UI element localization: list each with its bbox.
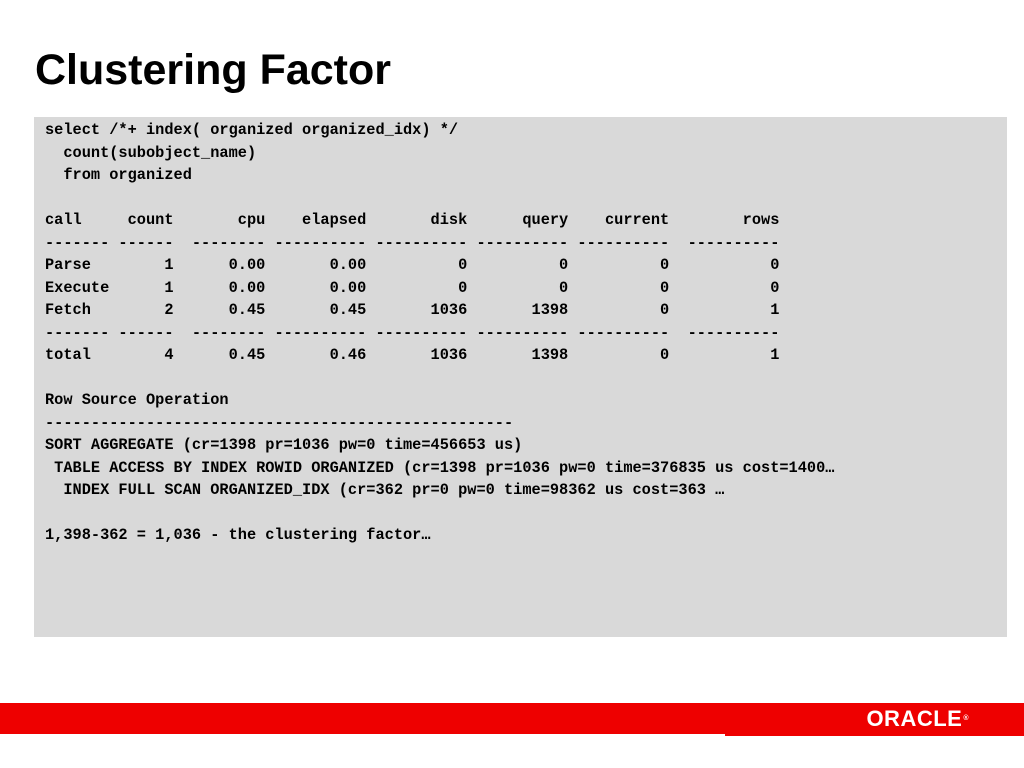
code-line: Parse 1 0.00 0.00 0 0 0 0	[45, 256, 780, 274]
code-text	[45, 119, 834, 547]
code-line: count(subobject_name)	[45, 143, 257, 162]
code-line: select /*+ index( organized organized_idx) */	[45, 121, 459, 139]
code-line: 1,398-362 = 1,036 - the clustering factor…	[45, 526, 431, 544]
registered-mark: ®	[963, 715, 969, 722]
code-line: ------- ------ -------- ---------- ---------- ---------- ---------- ----------	[45, 323, 780, 342]
code-line: Execute 1 0.00 0.00 0 0 0 0	[45, 278, 780, 297]
code-line: call count cpu elapsed disk query current rows	[45, 211, 780, 229]
code-line: ------- ------ -------- ---------- ---------- ---------- ---------- ----------	[45, 233, 780, 252]
code-block	[34, 117, 1007, 637]
code-line: Row Source Operation	[45, 391, 229, 409]
code-line: INDEX FULL SCAN ORGANIZED_IDX (cr=362 pr=0 pw=0 time=98362 us cost=363 …	[45, 481, 725, 499]
oracle-logo-text: ORACLE	[866, 706, 963, 731]
code-line: SORT AGGREGATE (cr=1398 pr=1036 pw=0 time=456653 us)	[45, 436, 523, 454]
footer-rule	[725, 734, 1024, 736]
oracle-logo	[866, 707, 969, 731]
slide-title: Clustering Factor	[35, 46, 391, 94]
code-line: ---------------------------------------------------	[45, 413, 514, 432]
code-line: from organized	[45, 166, 192, 184]
code-line: TABLE ACCESS BY INDEX ROWID ORGANIZED (cr=1398 pr=1036 pw=0 time=376835 us cost=1400…	[45, 458, 835, 477]
code-line: total 4 0.45 0.46 1036 1398 0 1	[45, 346, 780, 364]
code-line: Fetch 2 0.45 0.45 1036 1398 0 1	[45, 301, 780, 319]
